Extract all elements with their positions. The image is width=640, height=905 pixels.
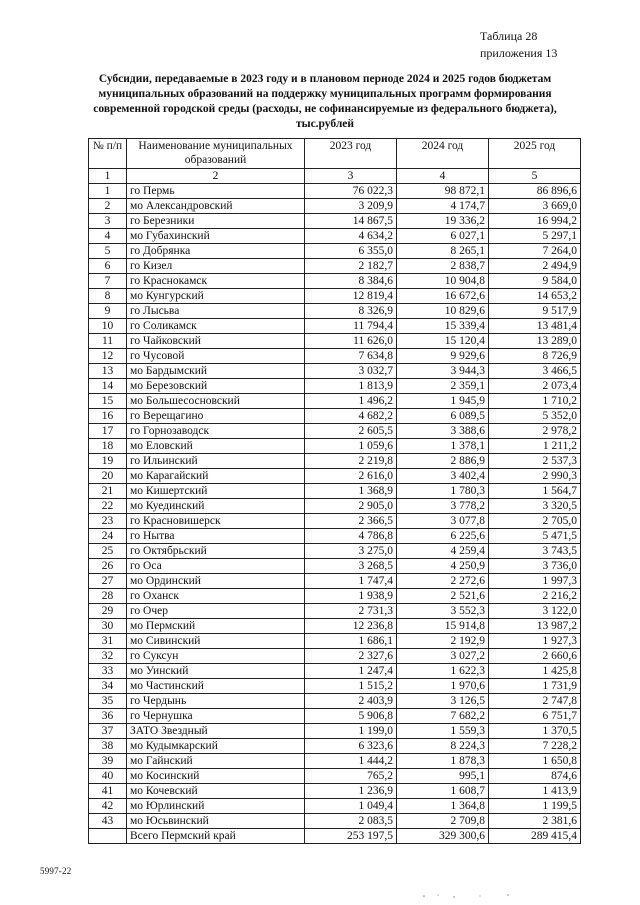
value-2024: 2 521,6 [397,589,489,604]
value-2024: 4 174,7 [397,199,489,214]
value-2025: 1 997,3 [489,574,581,589]
row-number: 16 [89,409,127,424]
table-row [89,724,581,739]
municipality-name: го Краснокамск [127,274,305,289]
value-2025: 2 494,9 [489,259,581,274]
municipality-name: го Красновишерск [127,514,305,529]
value-2024: 1 878,3 [397,754,489,769]
value-2023: 2 366,5 [305,514,397,529]
value-2023: 1 247,4 [305,664,397,679]
municipality-name: мо Косинский [127,769,305,784]
table-header-row [89,139,581,169]
row-number: 11 [89,334,127,349]
table-row [89,439,581,454]
value-2023: 1 059,6 [305,439,397,454]
value-2023: 11 626,0 [305,334,397,349]
document-code: 5997-22 [40,866,72,876]
value-2023: 1 813,9 [305,379,397,394]
value-2024: 16 672,6 [397,289,489,304]
table-row [89,199,581,214]
value-2023: 2 731,3 [305,604,397,619]
value-2024: 2 709,8 [397,814,489,829]
value-2024: 3 388,6 [397,424,489,439]
municipality-name: го Добрянка [127,244,305,259]
value-2023: 2 327,6 [305,649,397,664]
municipality-name: мо Юсьвинский [127,814,305,829]
value-2023: 1 368,9 [305,484,397,499]
value-2023: 2 083,5 [305,814,397,829]
value-2025: 16 994,2 [489,214,581,229]
row-number: 23 [89,514,127,529]
table-row [89,349,581,364]
header-no: № п/п [89,139,127,169]
value-2025: 2 990,3 [489,469,581,484]
value-2025: 2 537,3 [489,454,581,469]
municipality-name: го Суксун [127,649,305,664]
value-2024: 15 914,8 [397,619,489,634]
row-number: 10 [89,319,127,334]
municipality-name: го Чусовой [127,349,305,364]
value-2025: 1 564,7 [489,484,581,499]
header-2024: 2024 год [397,139,489,169]
table-row [89,499,581,514]
municipality-name: мо Частинский [127,679,305,694]
row-number: 33 [89,664,127,679]
value-2023: 12 819,4 [305,289,397,304]
row-number: 41 [89,784,127,799]
value-2024: 19 336,2 [397,214,489,229]
table-row [89,589,581,604]
document-title: Субсидии, передаваемые в 2023 году и в плановом периоде 2024 и 2025 годов бюджетам муниципальных образований на поддержку муниципальных программ формирования современной городской среды (расходы, не софинансируемые из федерального бюджета), тыс.рублей [93,73,557,130]
value-2025: 86 896,6 [489,184,581,199]
value-2023: 2 616,0 [305,469,397,484]
municipality-name: мо Березовский [127,379,305,394]
table-row [89,214,581,229]
value-2024: 1 378,1 [397,439,489,454]
value-2025: 3 320,5 [489,499,581,514]
value-2023: 1 515,2 [305,679,397,694]
scan-specks [420,893,520,899]
municipality-name: го Кизел [127,259,305,274]
value-2025: 3 743,5 [489,544,581,559]
row-number: 17 [89,424,127,439]
value-2023: 765,2 [305,769,397,784]
row-number: 24 [89,529,127,544]
municipality-name: мо Ординский [127,574,305,589]
value-2024: 3 077,8 [397,514,489,529]
row-number: 9 [89,304,127,319]
value-2025: 2 660,6 [489,649,581,664]
municipality-name: мо Кудымкарский [127,739,305,754]
municipality-name: мо Кочевский [127,784,305,799]
value-2025: 6 751,7 [489,709,581,724]
municipality-name: мо Бардымский [127,364,305,379]
value-2025: 2 747,8 [489,694,581,709]
row-number: 5 [89,244,127,259]
table-row [89,559,581,574]
row-number: 26 [89,559,127,574]
value-2023: 1 496,2 [305,394,397,409]
value-2024: 3 552,3 [397,604,489,619]
table-row [89,799,581,814]
municipality-name: го Пермь [127,184,305,199]
municipality-name: мо Еловский [127,439,305,454]
value-2025: 8 726,9 [489,349,581,364]
value-2024: 98 872,1 [397,184,489,199]
municipality-name: мо Карагайский [127,469,305,484]
table-row [89,454,581,469]
table-number: Таблица 28 [480,29,538,43]
municipality-name: го Горнозаводск [127,424,305,439]
value-2024: 10 829,6 [397,304,489,319]
value-2023: 1 049,4 [305,799,397,814]
table-row [89,409,581,424]
value-2023: 1 199,0 [305,724,397,739]
value-2025: 1 710,2 [489,394,581,409]
table-row [89,289,581,304]
row-number: 31 [89,634,127,649]
row-number: 13 [89,364,127,379]
table-reference [480,28,580,62]
table-row [89,664,581,679]
value-2025: 2 381,6 [489,814,581,829]
municipality-name: го Октябрьский [127,544,305,559]
value-2025: 5 352,0 [489,409,581,424]
value-2024: 6 225,6 [397,529,489,544]
value-2024: 6 089,5 [397,409,489,424]
value-2023: 2 219,8 [305,454,397,469]
row-number: 18 [89,439,127,454]
table-row [89,304,581,319]
row-number: 27 [89,574,127,589]
municipality-name: ЗАТО Звездный [127,724,305,739]
value-2024: 1 608,7 [397,784,489,799]
row-number: 15 [89,394,127,409]
municipality-name: мо Куединский [127,499,305,514]
table-row [89,244,581,259]
value-2025: 2 978,2 [489,424,581,439]
value-2024: 8 265,1 [397,244,489,259]
row-number: 34 [89,679,127,694]
column-number: 5 [489,169,581,184]
row-number: 19 [89,454,127,469]
row-number: 2 [89,199,127,214]
value-2023: 1 686,1 [305,634,397,649]
municipality-name: го Верещагино [127,409,305,424]
row-number: 12 [89,349,127,364]
municipality-name: го Соликамск [127,319,305,334]
value-2023: 5 906,8 [305,709,397,724]
table-row [89,574,581,589]
value-2025: 2 073,4 [489,379,581,394]
municipality-name: го Чернушка [127,709,305,724]
table-row [89,319,581,334]
table-row [89,274,581,289]
row-number: 38 [89,739,127,754]
value-2023: 3 209,9 [305,199,397,214]
column-number: 4 [397,169,489,184]
total-row [89,829,581,844]
value-2023: 6 323,6 [305,739,397,754]
value-2023: 7 634,8 [305,349,397,364]
municipality-name: мо Губахинский [127,229,305,244]
value-2023: 1 236,9 [305,784,397,799]
municipality-name: го Очер [127,604,305,619]
value-2023: 1 747,4 [305,574,397,589]
value-2025: 9 517,9 [489,304,581,319]
value-2023: 14 867,5 [305,214,397,229]
value-2025: 1 211,2 [489,439,581,454]
table-row [89,754,581,769]
municipality-name: го Чердынь [127,694,305,709]
value-2024: 2 272,6 [397,574,489,589]
value-2025: 5 471,5 [489,529,581,544]
value-2023: 8 384,6 [305,274,397,289]
value-2025: 7 228,2 [489,739,581,754]
value-2025: 2 216,2 [489,589,581,604]
value-2023: 6 355,0 [305,244,397,259]
value-2024: 6 027,1 [397,229,489,244]
municipality-name: мо Гайнский [127,754,305,769]
table-body [89,184,581,829]
value-2024: 10 904,8 [397,274,489,289]
value-2025: 7 264,0 [489,244,581,259]
value-2025: 5 297,1 [489,229,581,244]
value-2023: 2 182,7 [305,259,397,274]
value-2023: 3 032,7 [305,364,397,379]
value-2023: 2 605,5 [305,424,397,439]
table-row [89,619,581,634]
value-2024: 1 622,3 [397,664,489,679]
value-2023: 4 682,2 [305,409,397,424]
table-row [89,364,581,379]
total-2023: 253 197,5 [305,829,397,844]
table-row [89,739,581,754]
value-2024: 1 945,9 [397,394,489,409]
row-number: 8 [89,289,127,304]
header-2023: 2023 год [305,139,397,169]
municipality-name: го Нытва [127,529,305,544]
table-row [89,484,581,499]
value-2024: 1 364,8 [397,799,489,814]
table-row [89,514,581,529]
value-2024: 2 838,7 [397,259,489,274]
row-number: 28 [89,589,127,604]
value-2024: 9 929,6 [397,349,489,364]
value-2024: 15 339,4 [397,319,489,334]
row-number: 35 [89,694,127,709]
value-2025: 1 650,8 [489,754,581,769]
value-2025: 2 705,0 [489,514,581,529]
row-number: 36 [89,709,127,724]
municipality-name: го Оса [127,559,305,574]
municipality-name: мо Уинский [127,664,305,679]
value-2023: 2 403,9 [305,694,397,709]
value-2025: 3 669,0 [489,199,581,214]
row-number: 37 [89,724,127,739]
municipality-name: мо Юрлинский [127,799,305,814]
row-number: 3 [89,214,127,229]
municipality-name: го Лысьва [127,304,305,319]
table-row [89,229,581,244]
table-row [89,634,581,649]
value-2025: 13 289,0 [489,334,581,349]
row-number: 20 [89,469,127,484]
table-row [89,544,581,559]
municipality-name: го Оханск [127,589,305,604]
row-number: 4 [89,229,127,244]
value-2025: 3 466,5 [489,364,581,379]
value-2024: 2 359,1 [397,379,489,394]
total-2024: 329 300,6 [397,829,489,844]
table-row [89,709,581,724]
table-row [89,379,581,394]
column-number-row [89,169,581,184]
row-number: 14 [89,379,127,394]
value-2025: 1 927,3 [489,634,581,649]
total-2025: 289 415,4 [489,829,581,844]
value-2025: 1 413,9 [489,784,581,799]
value-2024: 1 780,3 [397,484,489,499]
value-2023: 4 786,8 [305,529,397,544]
table-row [89,649,581,664]
value-2023: 11 794,4 [305,319,397,334]
value-2024: 3 778,2 [397,499,489,514]
table-row [89,694,581,709]
value-2023: 3 275,0 [305,544,397,559]
municipality-name: мо Большесосновский [127,394,305,409]
row-number: 40 [89,769,127,784]
value-2024: 995,1 [397,769,489,784]
value-2025: 14 653,2 [489,289,581,304]
table-row [89,814,581,829]
column-number: 3 [305,169,397,184]
table-row [89,604,581,619]
value-2025: 1 731,9 [489,679,581,694]
value-2025: 874,6 [489,769,581,784]
table-row [89,424,581,439]
value-2024: 8 224,3 [397,739,489,754]
value-2024: 3 402,4 [397,469,489,484]
value-2024: 1 559,3 [397,724,489,739]
column-number: 1 [89,169,127,184]
subsidies-table [88,138,581,844]
value-2023: 76 022,3 [305,184,397,199]
row-number: 21 [89,484,127,499]
row-number: 39 [89,754,127,769]
table-row [89,259,581,274]
table-row [89,784,581,799]
table-row [89,394,581,409]
value-2023: 8 326,9 [305,304,397,319]
value-2023: 4 634,2 [305,229,397,244]
row-number: 32 [89,649,127,664]
column-number: 2 [127,169,305,184]
value-2024: 4 259,4 [397,544,489,559]
value-2024: 15 120,4 [397,334,489,349]
header-2025: 2025 год [489,139,581,169]
row-number: 25 [89,544,127,559]
table-row [89,769,581,784]
row-number: 43 [89,814,127,829]
row-number: 7 [89,274,127,289]
row-number: 30 [89,619,127,634]
value-2025: 13 987,2 [489,619,581,634]
municipality-name: мо Александровский [127,199,305,214]
value-2024: 3 126,5 [397,694,489,709]
value-2025: 13 481,4 [489,319,581,334]
municipality-name: мо Сивинский [127,634,305,649]
row-number: 6 [89,259,127,274]
municipality-name: мо Кунгурский [127,289,305,304]
value-2025: 3 122,0 [489,604,581,619]
row-number: 22 [89,499,127,514]
appendix-number: приложения 13 [480,46,558,60]
municipality-name: го Березники [127,214,305,229]
value-2025: 9 584,0 [489,274,581,289]
value-2023: 2 905,0 [305,499,397,514]
row-number: 1 [89,184,127,199]
value-2023: 12 236,8 [305,619,397,634]
table-row [89,529,581,544]
value-2025: 3 736,0 [489,559,581,574]
municipality-name: го Ильинский [127,454,305,469]
total-no-cell [89,829,127,844]
value-2024: 2 192,9 [397,634,489,649]
row-number: 29 [89,604,127,619]
value-2024: 1 970,6 [397,679,489,694]
value-2024: 3 944,3 [397,364,489,379]
value-2023: 1 938,9 [305,589,397,604]
table-row [89,184,581,199]
table-row [89,334,581,349]
header-name: Наименование муниципальных образований [127,139,305,169]
row-number: 42 [89,799,127,814]
value-2023: 3 268,5 [305,559,397,574]
municipality-name: мо Пермский [127,619,305,634]
municipality-name: го Чайковский [127,334,305,349]
value-2024: 2 886,9 [397,454,489,469]
table-row [89,469,581,484]
value-2024: 7 682,2 [397,709,489,724]
value-2024: 4 250,9 [397,559,489,574]
municipality-name: мо Кишертский [127,484,305,499]
value-2025: 1 370,5 [489,724,581,739]
value-2025: 1 425,8 [489,664,581,679]
value-2025: 1 199,5 [489,799,581,814]
total-label: Всего Пермский край [127,829,305,844]
value-2023: 1 444,2 [305,754,397,769]
value-2024: 3 027,2 [397,649,489,664]
table-row [89,679,581,694]
